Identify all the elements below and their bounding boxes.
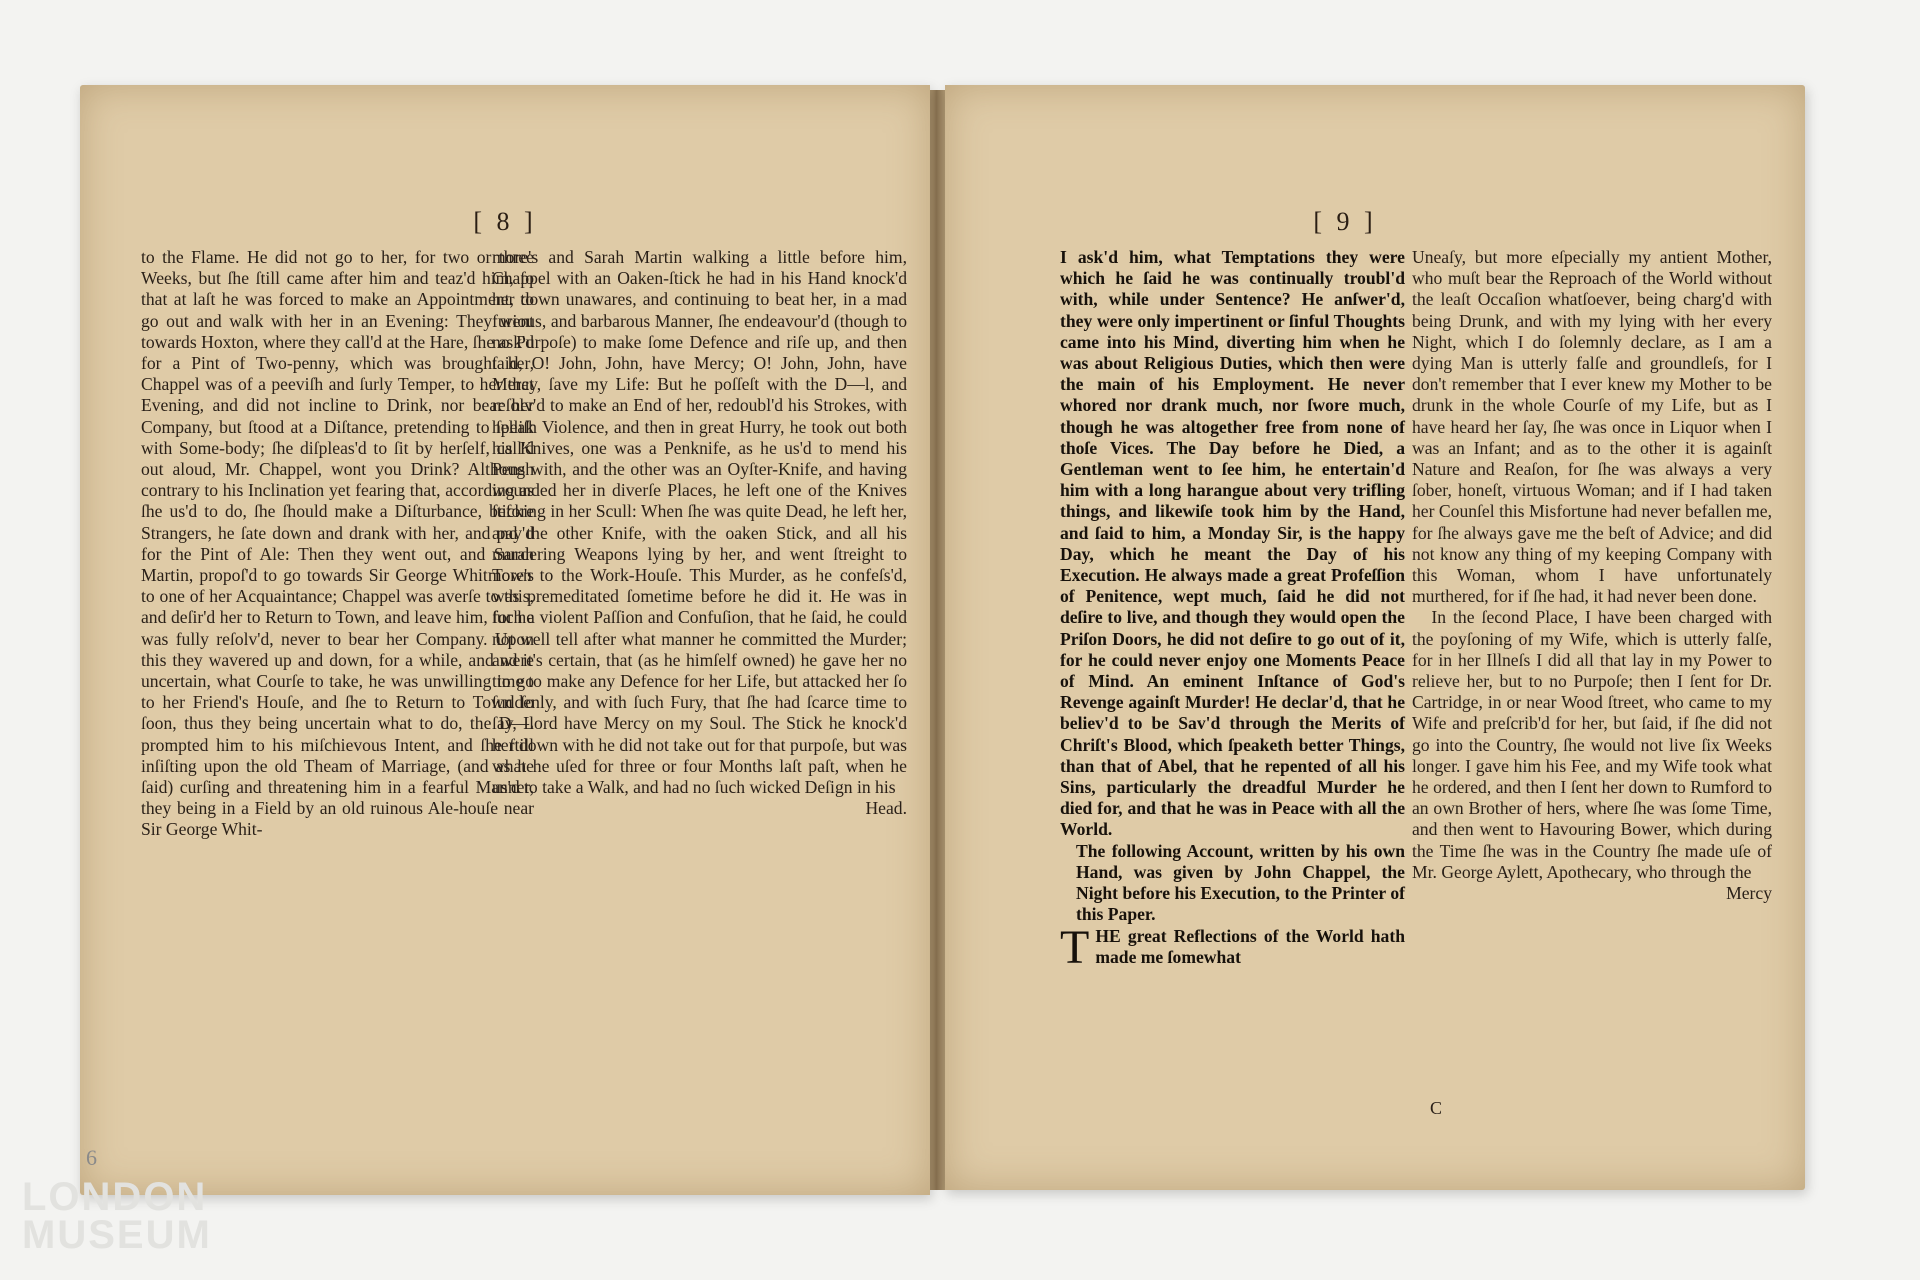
paragraph: Uneaſy, but more eſpecially my antient Mother, who muſt bear the Reproach of the World without the leaſt Occaſion whatſoever, being charg'd with being Drunk, and with my lying with her every Night, which I do ſolemnly declare, as I am a dying Man is utterly falſe and groundleſs, for I don't remember that I ever knew my Mother to be drunk in the whole Courſe of my Life, but as I have heard her ſay, ſhe was once in Liquor when I was an Infant; and as to the other it is againſt Nature and Reaſon, for ſhe was always a very ſober, honeſt, virtuous Woman; and if I had taken her Counſel this Misfortune had never befallen me, for ſhe always gave me the beſt of Advice; and did not know any thing of my keeping Company with this Woman, whom I have unfortunately murthered, for if ſhe had, it had never been done.	[1412, 247, 1772, 607]
watermark-line: MUSEUM	[22, 1213, 212, 1257]
paragraph: more's and Sarah Martin walking a little before him, Chappel with an Oaken-ſtick he had in his Hand knock'd her down unawares, and continuing to beat her, in a mad furious, and barbarous Manner, ſhe endeavour'd (though to no Purpoſe) to make ſome Defence and riſe up, and then ſaid, O! John, John, have Mercy; O! John, John, have Mercy, ſave my Life: But he poſſeſt with the D—l, and reſolv'd to make an End of her, redoubl'd his Strokes, with helliſh Violence, and then in great Hurry, he took out both his Knives, one was a Penknife, as he us'd to mend his Pens with, and the other was an Oyſter-Knife, and having wounded her in diverſe Places, he left one of the Knives ſticking in her Scull: When ſhe was quite Dead, he left her, and the other Knife, with the oaken Stick, and all his murdering Weapons lying by her, and went ſtreight to Town to the Work-Houſe. This Murder, as he confeſs'd, was premeditated ſometime before he did it. He was in ſuch a violent Paſſion and Confuſion, that he ſaid, he could not well tell after what manner he committed the Murder; and it's certain, that (as he himſelf owned) he gave her no time to make any Defence for her Life, but attacked her ſo ſuddenly, and with ſuch Fury, that ſhe had ſcarce time to ſay, Lord have Mercy on my Soul. The Stick he knock'd her down with he did not take out for that purpoſe, but was what he uſed for three or four Months laſt paſt, when he us'd to take a Walk, and had no ſuch wicked Deſign in his	[492, 247, 907, 798]
signature-mark: C	[1430, 1098, 1443, 1118]
text-column-right	[492, 247, 907, 819]
text-column-left	[141, 247, 534, 841]
text-column-left	[1060, 247, 1405, 974]
paragraph: I ask'd him, what Temptations they were which he ſaid he was continually troubl'd with, while under Sentence? He anſwer'd, they were only impertinent or ſinful Thoughts came into his Mind, diverting him when he was about Religious Duties, which then were the main of his Employment. He never whored nor drank much, nor ſwore much, though he was altogether free from none of thoſe Vices. The Day before he Died, a Gentleman went to ſee him, he entertain'd him with a long harangue about very trifling things, and likewiſe took him by the Hand, and ſaid to him, a Monday Sir, is the happy Day, which he meant the Day of his Execution. He always made a great Profeſſion of Penitence, wept much, ſaid he did not deſire to live, and though they would open the Priſon Doors, he did not deſire to go out of it, for he could never enjoy one Moments Peace of Mind. An eminent Inſtance of God's Revenge againſt Murder! He declar'd, that he believ'd to be Sav'd through the Merits of Chriſt's Blood, which ſpeaketh better Things, than that of Abel, that he repented of all his Sins, particularly the dreadful Murder he died for, and that he was in Peace with all the World.	[1060, 247, 1405, 840]
page-number: [ 9 ]	[1313, 207, 1377, 236]
text-column-right	[1412, 247, 1772, 904]
drop-cap: T	[1060, 920, 1090, 974]
watermark-line: LONDON	[22, 1175, 208, 1219]
account-heading: The following Account, written by his own Hand, was given by John Chappel, the Night before his Execution, to the Printer of this Paper.	[1076, 840, 1405, 925]
right-page	[945, 85, 1805, 1190]
catchword: Head.	[865, 798, 907, 819]
letter-opening	[1060, 920, 1405, 974]
paragraph: to the Flame. He did not go to her, for two or three Weeks, but ſhe ſtill came after him and teaz'd him, ſo that at laſt he was forced to make an Appointment, to go out and walk with her in an Evening: They went towards Hoxton, where they call'd at the Hare, ſhe ask'd for a Pint of Two-penny, which was brought her, Chappel was of a peeviſh and ſurly Temper, to her that Evening, and did not incline to Drink, nor bear her Company, but ſtood at a Diſtance, pretending to ſpeak with Some-body; ſhe diſpleas'd to ſit by herſelf, call'd out aloud, Mr. Chappel, wont you Drink? Although contrary to his Inclination yet fearing that, according as ſhe us'd to do, ſhe ſhould make a Diſturbance, before Strangers, he ſate down and drank with her, and pay'd for the Pint of Ale: Then they went out, and Sarah Martin, propoſ'd to go towards Sir George Whitmore's to one of her Acquaintance; Chappel was averſe to this, and deſir'd her to Return to Town, and leave him, for he was fully reſolv'd, never to bear her Company. Upon this they wavered up and down, for a while, and were uncertain, what Courſe to take, he was unwilling to go to her Friend's Houſe, and ſhe to Return to Town ſo ſoon, thus they being uncertain what to do, the D—l prompted him to his miſchievous Intent, and ſhe ſtill inſiſting upon the old Theam of Marriage, (and as he ſaid) curſing and threatening him in a fearful Manner, they being in a Field by an old ruinous Ale-houſe near Sir George Whit-	[141, 247, 534, 840]
left-page	[80, 85, 930, 1195]
museum-watermark	[22, 1175, 212, 1257]
paragraph: In the ſecond Place, I have been charged with the poyſoning of my Wife, which is utterly falſe, for in her Illneſs I did all that lay in my Power to relieve her, but to no Purpoſe; then I ſent for Dr. Cartridge, in or near Wood ſtreet, who came to my Wife and preſcrib'd for her, but ſaid, if ſhe did not go into the Country, ſhe would not live ſix Weeks longer. I gave him his Fee, and my Wife took what he ordered, and then I ſent her down to Rumford to an own Brother of hers, where ſhe was ſome Time, and then went to Havouring Bower, which during the Time ſhe was in the Country ſhe made uſe of Mr. George Aylett, Apothecary, who through the	[1412, 607, 1772, 882]
page-number: [ 8 ]	[473, 207, 537, 236]
pencil-annotation: 6	[86, 1145, 97, 1170]
letter-opening-text: HE great Reflections of the World hath made me ſomewhat	[1095, 925, 1405, 967]
catchword: Mercy	[1726, 883, 1772, 904]
